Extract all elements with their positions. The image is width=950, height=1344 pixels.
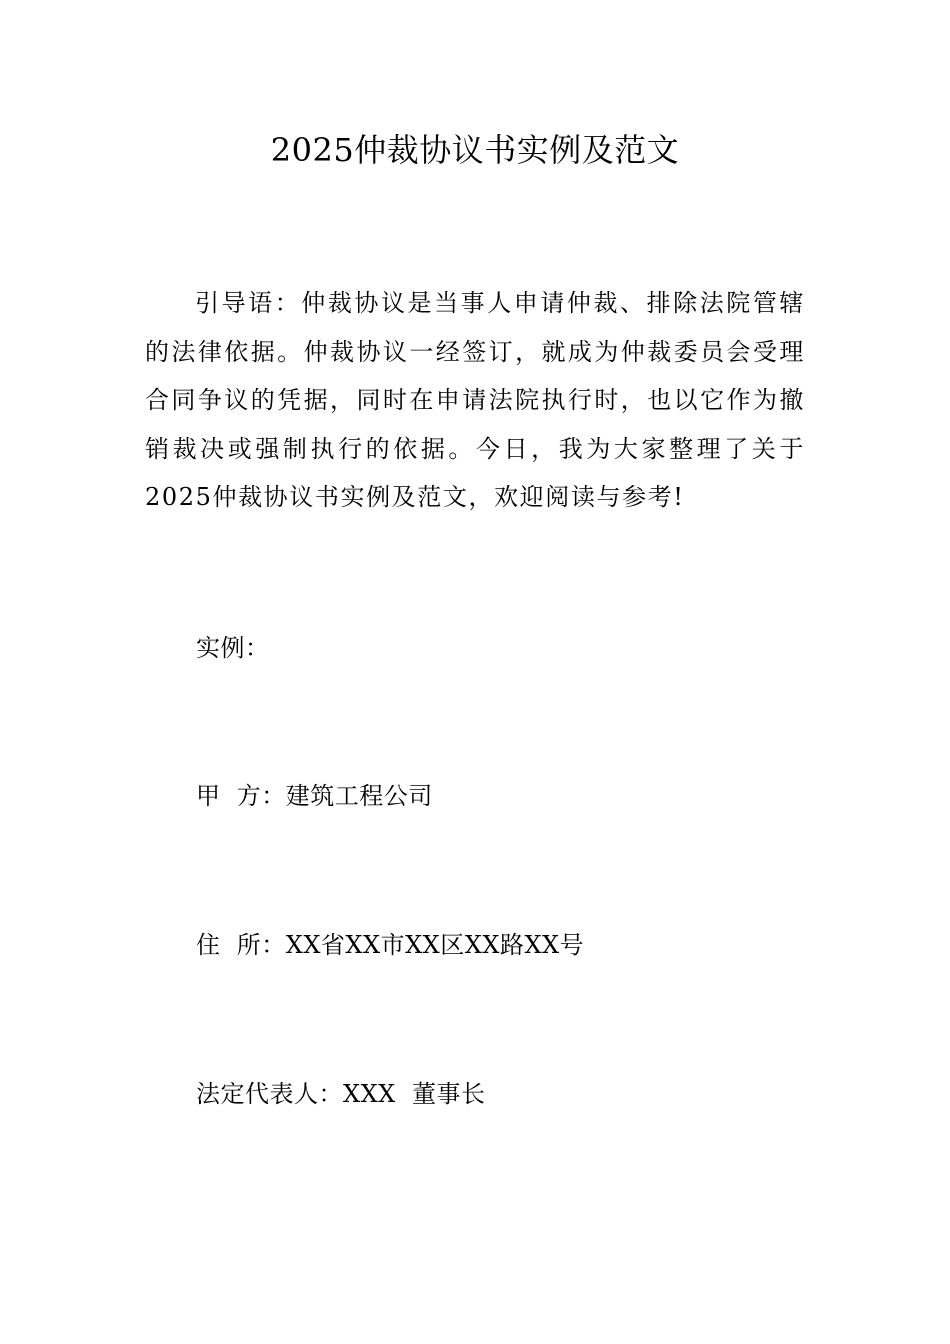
address-line: 住 所：XX省XX市XX区XX路XX号 — [196, 931, 585, 959]
legal-representative-line: 法定代表人：XXX 董事长 — [196, 1080, 486, 1108]
party-a-line: 甲 方：建筑工程公司 — [196, 782, 433, 810]
example-label: 实例： — [196, 634, 270, 662]
document-title: 2025仲裁协议书实例及范文 — [270, 131, 680, 169]
intro-paragraph: 引导语：仲裁协议是当事人申请仲裁、排除法院管辖的法律依据。仲裁协议一经签订，就成为仲裁委员会受理合同争议的凭据，同时在申请法院执行时，也以它作为撤销裁决或强制执行的依据。今日，我为大家整理了关于2025仲裁协议书实例及范文，欢迎阅读与参考! — [145, 289, 805, 511]
